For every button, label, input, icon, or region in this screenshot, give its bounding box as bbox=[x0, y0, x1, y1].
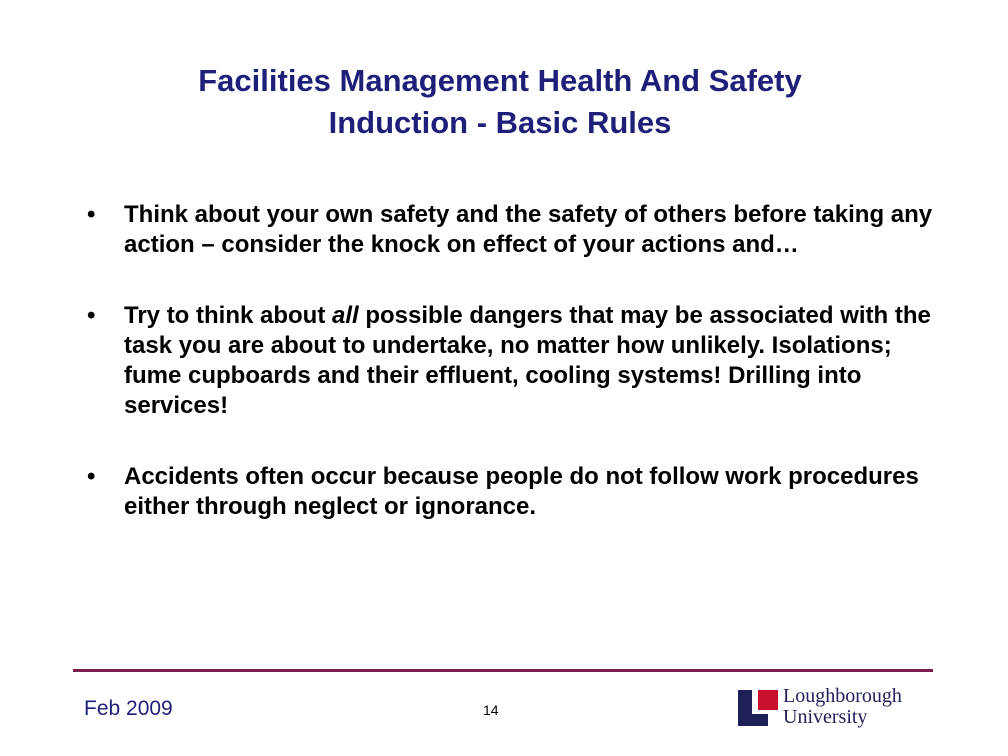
bullet-text-start: Try to think about bbox=[124, 302, 332, 329]
footer-divider bbox=[73, 669, 933, 672]
bullet-text-end: possible dangers that may be associated with the task you are about to undertake, no matter how unlikely. Isolations; fume cupboards and their effluent, cooling systems! Drilling into services! bbox=[124, 302, 931, 419]
bullet-list bbox=[84, 200, 944, 522]
page-number: 14 bbox=[483, 702, 499, 718]
slide-title bbox=[90, 60, 910, 144]
bullet-text-emphasis: all bbox=[332, 302, 359, 329]
university-logo bbox=[738, 685, 938, 730]
bullet-text: Think about your own safety and the safety of others before taking any action – consider the knock on effect of your actions and… bbox=[124, 201, 933, 258]
logo-line-2: University bbox=[783, 706, 868, 728]
bullet-item bbox=[84, 462, 944, 522]
bullet-item bbox=[84, 200, 944, 260]
logo-line-1: Loughborough bbox=[783, 685, 902, 707]
bullet-marker: • bbox=[87, 201, 96, 228]
loughborough-logo-mark-icon bbox=[738, 688, 778, 728]
title-line-2: Induction - Basic Rules bbox=[328, 105, 672, 140]
bullet-item bbox=[84, 301, 944, 421]
bullet-marker: • bbox=[87, 302, 96, 329]
bullet-marker: • bbox=[87, 463, 96, 490]
footer-date: Feb 2009 bbox=[84, 697, 173, 720]
title-line-1: Facilities Management Health And Safety bbox=[198, 63, 802, 98]
logo-wordmark bbox=[783, 686, 902, 728]
bullet-text: Accidents often occur because people do not follow work procedures either through neglect or ignorance. bbox=[124, 463, 919, 520]
